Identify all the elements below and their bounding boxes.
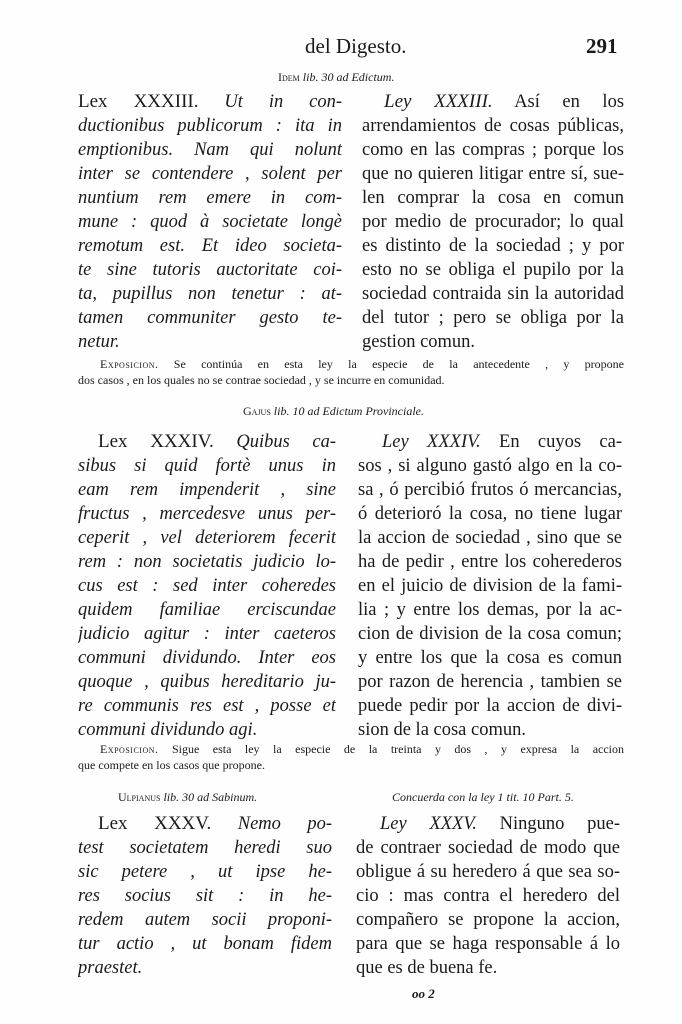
text-line: netur. — [78, 332, 120, 352]
text-line: como en las compras ; porque los — [362, 140, 624, 160]
text-line: sibus si quid fortè unus in — [78, 456, 336, 476]
text-line: Lex XXXIV. Quibus ca- — [98, 431, 336, 452]
text-line: Ley XXXIV. En cuyos ca- — [382, 432, 622, 452]
text-line: judicio agitur : inter caeteros — [78, 624, 336, 644]
text-line: inter se contendere , solent per — [78, 164, 342, 184]
attribution-reference: lib. 30 ad Sabinum. — [163, 790, 258, 804]
attribution-author: Gajus — [243, 404, 271, 418]
text-line: fructus , mercedesve unus per- — [78, 504, 336, 524]
text-line: que no quieren litigar entre sí, sue- — [362, 164, 624, 184]
latin-column — [78, 430, 336, 742]
text-line: praestet. — [78, 958, 143, 978]
concordance-note: Concuerda con la ley 1 tit. 10 Part. 5. — [392, 790, 574, 804]
spanish-column — [362, 90, 624, 354]
text-line: puede pedir por la accion de divi- — [358, 696, 622, 716]
text-line: quoque , quibus hereditario ju- — [78, 672, 336, 692]
text-line: test societatem heredi suo — [78, 838, 332, 858]
exposicion-label: Exposicion. — [100, 357, 159, 371]
law-heading-spanish: Ley XXXV. — [380, 814, 477, 834]
text-line: Lex XXXIII. Ut in con- — [78, 91, 342, 112]
text-line: sos , si alguno gastó algo en la co- — [358, 456, 622, 476]
section-attribution — [118, 790, 257, 805]
exposicion-note — [78, 356, 624, 388]
text-line: cion de division de la cosa comun; — [358, 624, 622, 644]
spanish-column — [356, 812, 620, 980]
text-line: Exposicion. Se continúa en esta ley la especie de la antecedente , y propone — [100, 357, 624, 371]
attribution-reference: lib. 10 ad Edictum Provinciale. — [273, 404, 424, 418]
text-line: que es de buena fe. — [356, 958, 498, 978]
latin-column — [78, 90, 342, 354]
text-line: ceperit , vel deteriorem fecerit — [78, 528, 336, 548]
text-line: rem : non societatis judicio lo- — [78, 552, 336, 572]
text-line: ó deterioró la cosa, no tiene lugar — [358, 504, 622, 524]
exposicion-note — [78, 741, 624, 773]
text-line: cio : mas contra el heredero del — [356, 886, 620, 906]
text-line: tur actio , ut bonam fidem — [78, 934, 332, 954]
law-heading-spanish: Ley XXXIV. — [382, 432, 481, 452]
attribution-author: Idem — [278, 70, 300, 84]
text-line: ha de pedir , entre los coherederos — [358, 552, 622, 572]
spanish-column — [358, 430, 622, 742]
text-line: nuntium rem emere in com- — [78, 188, 342, 208]
text-line: es distinto de la sociedad ; y por — [362, 236, 624, 256]
text-line: communi dividundo agi. — [78, 720, 258, 740]
text-line: en el juicio de division de la fami- — [358, 576, 622, 596]
text-line: len comprar la cosa en comun — [362, 188, 624, 208]
text-line: dos casos , en los quales no se contrae sociedad , y se incurre en comunidad. — [78, 373, 445, 387]
exposicion-label: Exposicion. — [100, 742, 159, 756]
text-line: cus est : sed inter coheredes — [78, 576, 336, 596]
text-line: te sine tutoris auctoritate coi- — [78, 260, 342, 280]
text-line: mune : quod à societate longè — [78, 212, 342, 232]
text-line: res socius sit : in he- — [78, 886, 332, 906]
page-number: 291 — [586, 34, 618, 58]
text-line: sic petere , ut ipse he- — [78, 862, 332, 882]
text-line: sa , ó percibió frutos ó mercancias, — [358, 480, 622, 500]
text-line: ductionibus publicorum : ita in — [78, 116, 342, 136]
signature-mark: oo 2 — [412, 986, 435, 1001]
text-line: compañero se propone la accion, — [356, 910, 620, 930]
text-line: Ley XXXV. Ninguno pue- — [380, 814, 620, 834]
text-line: emptionibus. Nam qui nolunt — [78, 140, 342, 160]
text-line: y entre los que la cosa es comun — [358, 648, 622, 668]
text-line: redem autem socii proponi- — [78, 910, 332, 930]
text-line: sion de la cosa comun. — [358, 720, 526, 740]
text-line: remotum est. Et ideo societa- — [78, 236, 342, 256]
text-line: por medio de procurador; lo qual — [362, 212, 624, 232]
law-heading-spanish: Ley XXXIII. — [384, 91, 493, 112]
text-line: que compete en los casos que propone. — [78, 758, 265, 772]
text-line: gestion comun. — [362, 332, 476, 352]
text-line: arrendamientos de cosas públicas, — [362, 116, 624, 136]
text-line: lia ; y entre los demas, por la ac- — [358, 600, 622, 620]
text-line: de contraer sociedad de modo que — [356, 838, 620, 858]
text-line: la accion de sociedad , sino que se — [358, 528, 622, 548]
attribution-author: Ulpianus — [118, 790, 161, 804]
text-line: del tutor ; pero se obliga por la — [362, 308, 624, 328]
text-line: ta, pupillus non tenetur : at- — [78, 284, 342, 304]
text-line: para que se haga responsable á lo — [356, 934, 620, 954]
text-line: communi dividundo. Inter eos — [78, 648, 336, 668]
text-line: esto no se obliga el pupilo por la — [362, 260, 624, 280]
text-line: por razon de herencia , tambien se — [358, 672, 622, 692]
law-heading-latin: Lex XXXIV. — [98, 431, 214, 452]
text-line: Lex XXXV. Nemo po- — [98, 813, 332, 834]
text-line: Exposicion. Sigue esta ley la especie de la treinta y dos , y expresa la accion — [100, 742, 625, 756]
text-line: quidem familiae erciscundae — [78, 600, 336, 620]
running-head — [0, 34, 682, 64]
text-line: re communis res est , posse et — [78, 696, 336, 716]
latin-column — [78, 812, 332, 980]
text-line: Ley XXXIII. Así en los — [384, 91, 624, 112]
section-attribution — [243, 404, 424, 419]
running-head-title: del Digesto. — [305, 34, 407, 58]
attribution-reference: lib. 30 ad Edictum. — [302, 70, 395, 84]
text-line: tamen communiter gesto te- — [78, 308, 342, 328]
law-heading-latin: Lex XXXIII. — [78, 91, 199, 112]
text-line: sociedad contraida sin la autoridad — [362, 284, 624, 304]
text-line: eam rem impenderit , sine — [78, 480, 336, 500]
law-heading-latin: Lex XXXV. — [98, 813, 212, 834]
section-attribution — [278, 70, 394, 85]
text-line: obligue á su heredero á que sea so- — [356, 862, 620, 882]
